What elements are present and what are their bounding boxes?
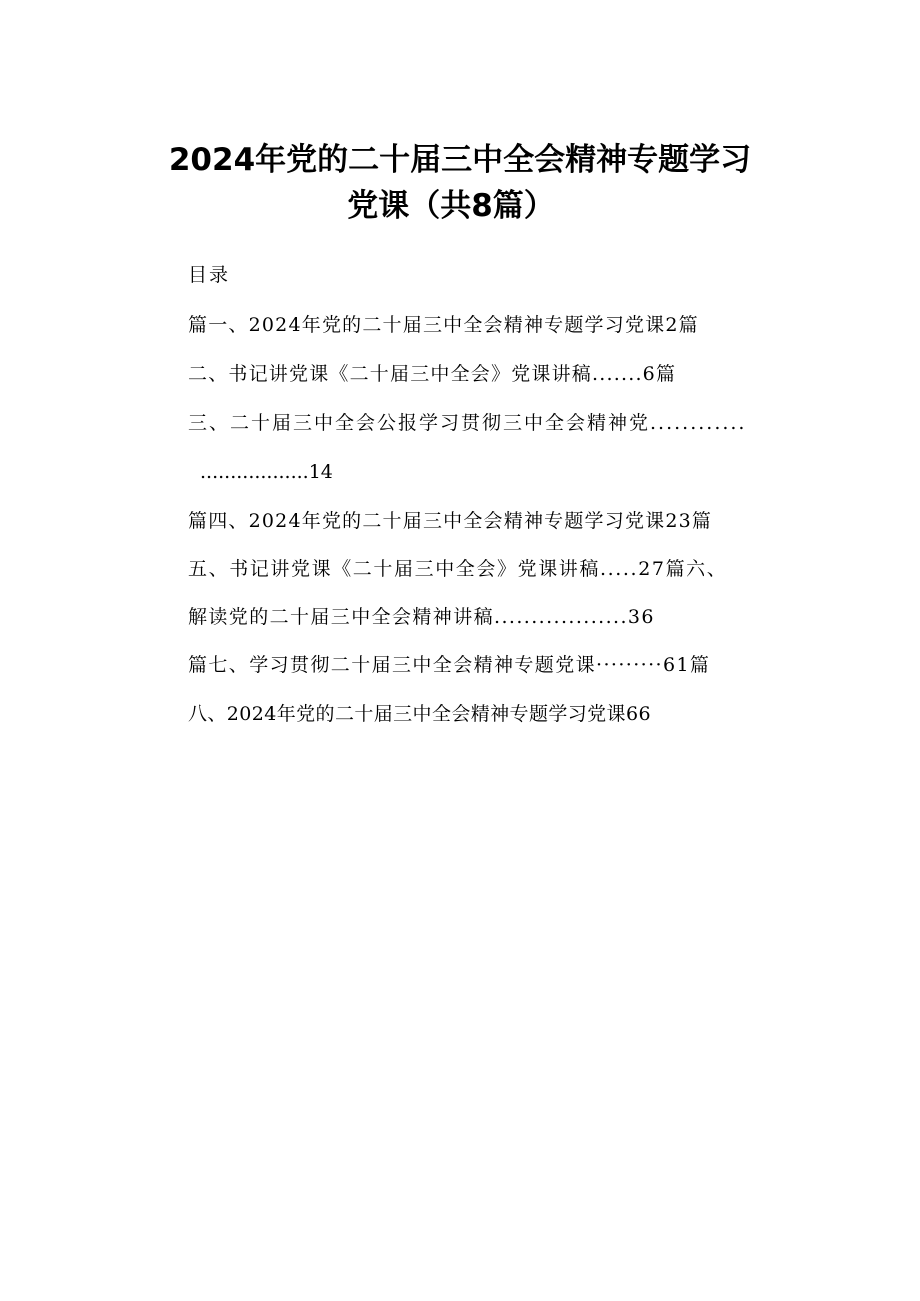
document-title-line-2: 党课（共8篇） [347, 188, 555, 224]
toc-entry: 三、二十届三中全会公报学习贯彻三中全会精神党............ [188, 412, 747, 434]
toc-entry: 五、书记讲党课《二十届三中全会》党课讲稿.....27篇六、 [188, 558, 728, 580]
document-title-line-1: 2024年党的二十届三中全会精神专题学习 [168, 142, 752, 178]
toc-heading: 目录 [188, 264, 231, 286]
toc-entry: 篇七、学习贯彻二十届三中全会精神专题党课·········61篇 [188, 654, 711, 676]
toc-entry: 八、2024年党的二十届三中全会精神专题学习党课66 [188, 703, 651, 725]
toc-entry: 篇四、2024年党的二十届三中全会精神专题学习党课23篇 [188, 510, 713, 532]
toc-entry-continuation: ..................14 [200, 461, 333, 483]
toc-entry: 二、书记讲党课《二十届三中全会》党课讲稿.......6篇 [188, 363, 677, 385]
toc-entry: 解读党的二十届三中全会精神讲稿..................36 [188, 606, 655, 628]
toc-entry: 篇一、2024年党的二十届三中全会精神专题学习党课2篇 [188, 314, 699, 336]
